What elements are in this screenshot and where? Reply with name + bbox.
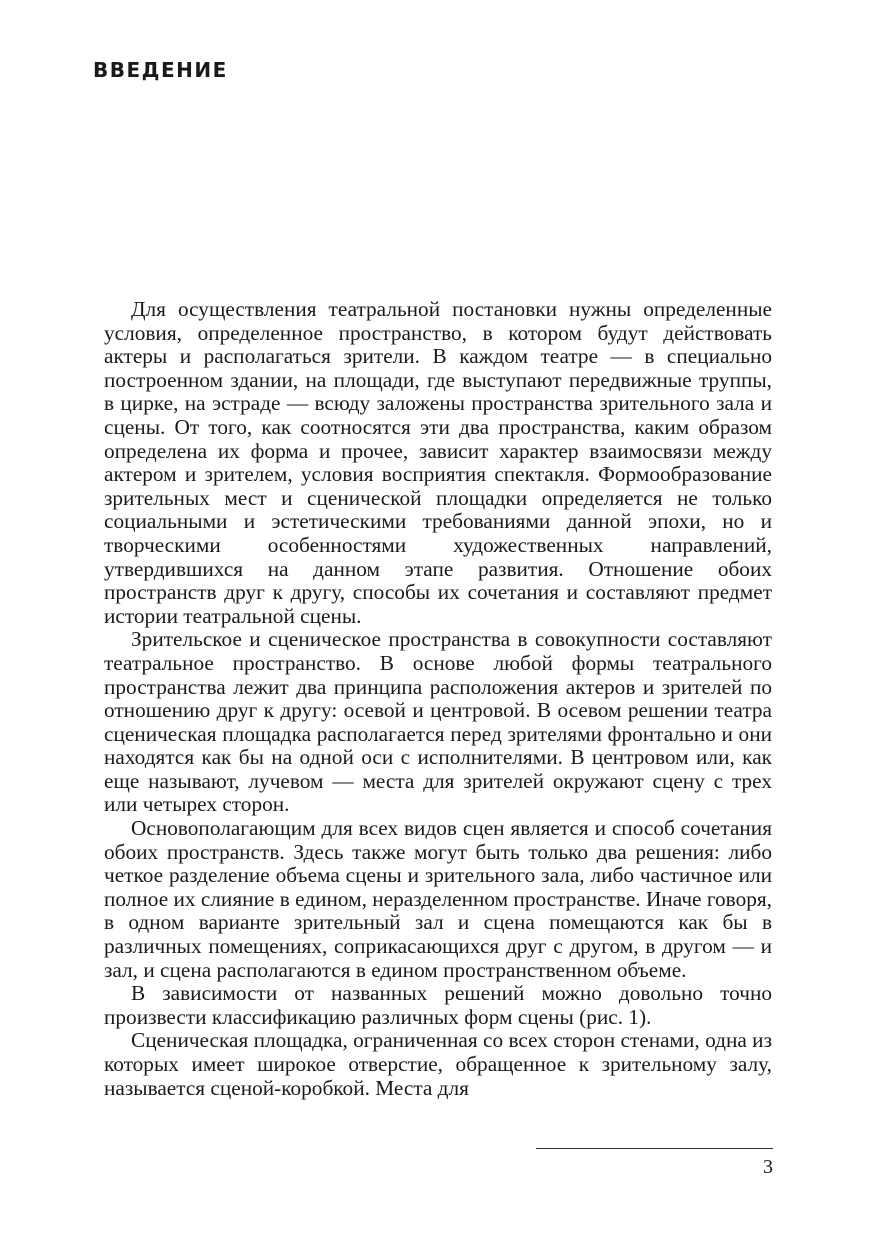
page-title: ВВЕДЕНИЕ	[93, 58, 228, 82]
paragraph-5: Сценическая площадка, ограниченная со всех сторон стенами, одна из которых имеет широкое отверстие, обращенное к зрительному залу, называется сценой-коробкой. Места для	[104, 1028, 772, 1100]
page-number: 3	[763, 1156, 773, 1178]
body-text	[104, 298, 772, 1100]
paragraph-1: Для осуществления театральной постановки нужны определенные условия, определенное пространство, в котором будут действовать актеры и располагаться зрители. В каждом театре — в специально построенном здании, на площади, где выступают передвижные труппы, в цирке, на эстраде — всюду заложены пространства зрительного зала и сцены. От того, как соотносятся эти два пространства, каким образом определена их форма и прочее, зависит характер взаимосвязи между актером и зрителем, условия восприятия спектакля. Формообразование зрительных мест и сценической площадки определяется не только социальными и эстетическими требованиями данной эпохи, но и творческими особенностями художественных направлений, утвердившихся на данном этапе развития. Отношение обоих пространств друг к другу, способы их сочетания и составляют предмет истории театральной сцены.	[104, 297, 772, 628]
paragraph-2: Зрительское и сценическое пространства в совокупности составляют театральное пространство. В основе любой формы театрального пространства лежит два принципа расположения актеров и зрителей по отношению друг к другу: осевой и центровой. В осевом решении театра сценическая площадка располагается перед зрителями фронтально и они находятся как бы на одной оси с исполнителями. В центровом или, как еще называют, лучевом — места для зрителей окружают сцену с трех или четырех сторон.	[104, 627, 772, 817]
paragraph-3: Основополагающим для всех видов сцен является и способ сочетания обоих пространств. Здесь также могут быть только два решения: либо четкое разделение объема сцены и зрительного зала, либо частичное или полное их слияние в едином, неразделенном пространстве. Иначе говоря, в одном варианте зрительный зал и сцена помещаются как бы в различных помещениях, соприкасающихся друг с другом, в другом — и зал, и сцена располагаются в едином пространственном объеме.	[104, 816, 773, 982]
footnote-divider	[536, 1148, 773, 1149]
paragraph-4: В зависимости от названных решений можно довольно точно произвести классификацию различных форм сцены (рис. 1).	[104, 981, 772, 1029]
